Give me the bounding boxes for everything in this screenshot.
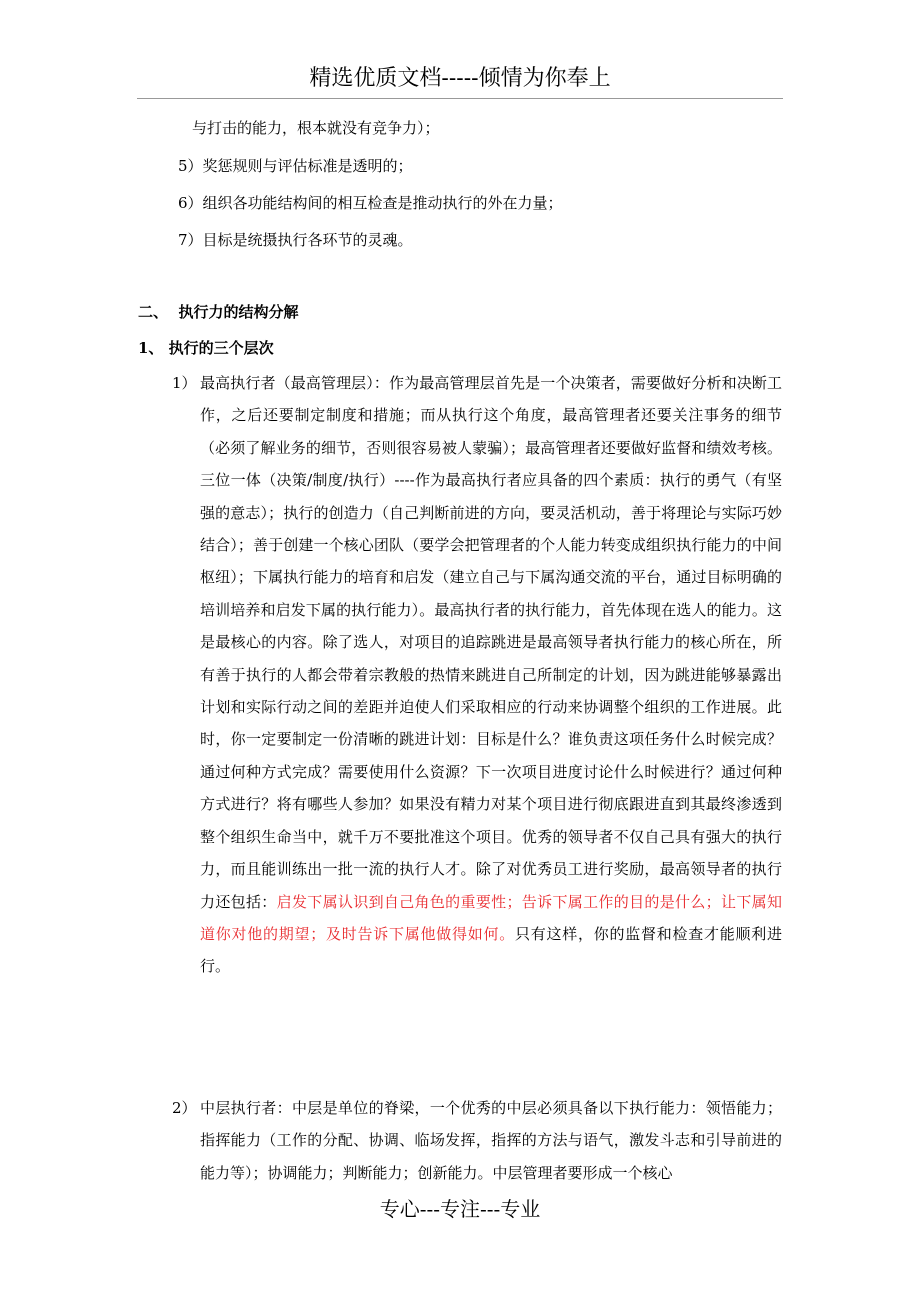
header-divider	[137, 98, 783, 99]
page-footer: 专心---专注---专业	[379, 1197, 541, 1221]
intro-line-continuation: 与打击的能力，根本就没有竞争力）；	[192, 119, 440, 137]
item-1-paragraph	[200, 367, 782, 983]
subsection-heading: 1、 执行的三个层次	[138, 339, 274, 357]
item-2-number: 2）	[172, 1099, 197, 1117]
intro-item-5: 5）奖惩规则与评估标准是透明的；	[178, 157, 413, 175]
page-header: 精选优质文档-----倾情为你奉上	[309, 66, 611, 91]
intro-item-7: 7）目标是统摄执行各环节的灵魂。	[178, 231, 413, 249]
item-1-text-end: 只有这样，你的监督和检查才能顺利进行。	[200, 924, 782, 976]
item-2-paragraph: 中层执行者：中层是单位的脊梁，一个优秀的中层必须具备以下执行能力：领悟能力；指挥能力（工作的分配、协调、临场发挥，指挥的方法与语气，激发斗志和引导前进的能力等）；协调能力；判断能力；创新能力。中层管理者要形成一个核心	[200, 1099, 782, 1182]
section-heading: 二、 执行力的结构分解	[138, 303, 299, 321]
item-1-number: 1）	[172, 374, 197, 392]
item-1-highlight: 启发下属认识到自己角色的重要性；告诉下属工作的目的是什么；让下属知道你对他的期望；及时告诉下属他做得如何。	[200, 892, 782, 943]
intro-item-6: 6）组织各功能结构间的相互检查是推动执行的外在力量；	[178, 194, 563, 212]
item-1-text: 最高执行者（最高管理层）：作为最高管理层首先是一个决策者，需要做好分析和决断工作，之后还要制定制度和措施；而从执行这个角度，最高管理者还要关注事务的细节（必须了解业务的细节，否则很容易被人蒙骗）；最高管理者还要做好监督和绩效考核。三位一体（决策/制度/执行）----作为最高执行者应具备的四个素质：执行的勇气（有坚强的意志）；执行的创造力（自己判断前进的方向，要灵活机动，善于将理论与实际巧妙结合）；善于创建一个核心团队（要学会把管理者的个人能力转变成组织执行能力的中间枢纽）；下属执行能力的培育和启发（建立自己与下属沟通交流的平台，通过目标明确的培训培养和启发下属的执行能力）。最高执行者的执行能力，首先体现在选人的能力。这是最核心的内容。除了选人，对项目的追踪跳进是最高领导者执行能力的核心所在，所有善于执行的人都会带着宗教般的热情来跳进自己所制定的计划，因为跳进能够暴露出计划和实际行动之间的差距并迫使人们采取相应的行动来协调整个组织的工作进展。此时，你一定要制定一份清晰的跳进计划：目标是什么？谁负责这项任务什么时候完成？通过何种方式完成？需要使用什么资源？下一次项目进度讨论什么时候进行？通过何种方式进行？将有哪些人参加？如果没有精力对某个项目进行彻底跟进直到其最终渗透到整个组织生命当中，就千万不要批准这个项目。优秀的领导者不仅自己具有强大的执行力，而且能训练出一批一流的执行人才。除了对优秀员工进行奖励，最高领导者的执行力还包括：	[200, 374, 782, 911]
